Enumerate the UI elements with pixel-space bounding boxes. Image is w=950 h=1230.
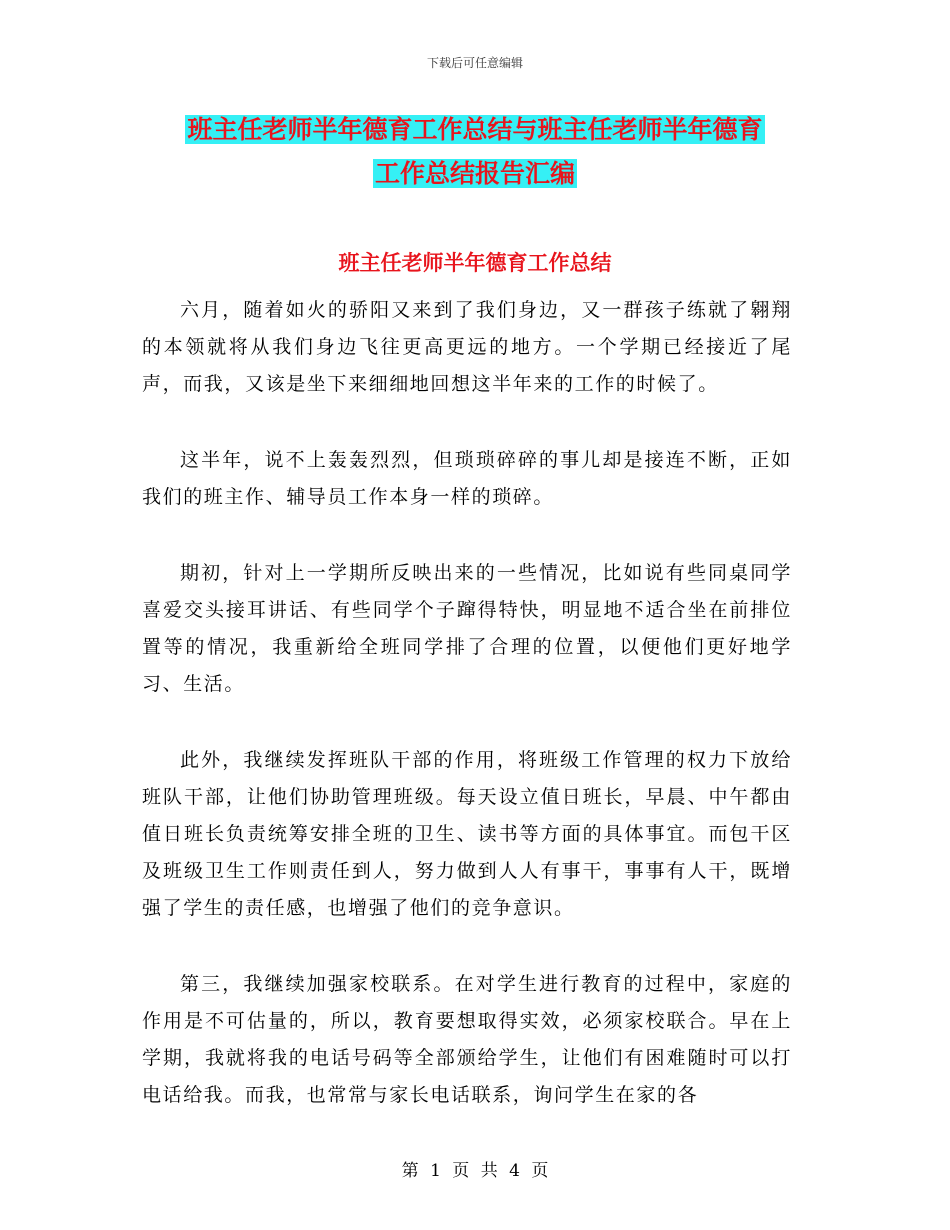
page-number-footer: 第 1 页 共 4 页 [401, 1161, 549, 1181]
document-title [140, 108, 810, 196]
paragraph: 第三，我继续加强家校联系。在对学生进行教育的过程中，家庭的作用是不可估量的，所以，教育要想取得实效，必须家校联合。早在上学期，我就将我的电话号码等全部颁给学生，让他们有困难随时可以打电话给我。而我，也常常与家长电话联系，询问学生在家的各 [142, 973, 792, 1106]
document-title-line-2: 工作总结报告汇编 [374, 159, 575, 188]
document-title-line-1: 班主任老师半年德育工作总结与班主任老师半年德育 [187, 115, 763, 144]
paragraph: 期初，针对上一学期所反映出来的一些情况，比如说有些同桌同学喜爱交头接耳讲话、有些同学个子蹿得特快，明显地不适合坐在前排位置等的情况，我重新给全班同学排了合理的位置，以便他们更好地学习、生活。 [142, 562, 792, 695]
header-note: 下载后可任意编辑 [426, 56, 523, 70]
document-body [142, 292, 792, 1153]
paragraph: 此外，我继续发挥班队干部的作用，将班级工作管理的权力下放给班队干部，让他们协助管理班级。每天设立值日班长，早晨、中午都由值日班长负责统筹安排全班的卫生、读书等方面的具体事宜。而包干区及班级卫生工作则责任到人，努力做到人人有事干，事事有人干，既增强了学生的责任感，也增强了他们的竞争意识。 [142, 749, 792, 919]
paragraph: 六月，随着如火的骄阳又来到了我们身边，又一群孩子练就了翱翔的本领就将从我们身边飞往更高更远的地方。一个学期已经接近了尾声，而我，又该是坐下来细细地回想这半年来的工作的时候了。 [142, 299, 792, 395]
section-title: 班主任老师半年德育工作总结 [338, 251, 612, 275]
paragraph: 这半年，说不上轰轰烈烈，但琐琐碎碎的事儿却是接连不断，正如我们的班主作、辅导员工作本身一样的琐碎。 [142, 449, 792, 508]
